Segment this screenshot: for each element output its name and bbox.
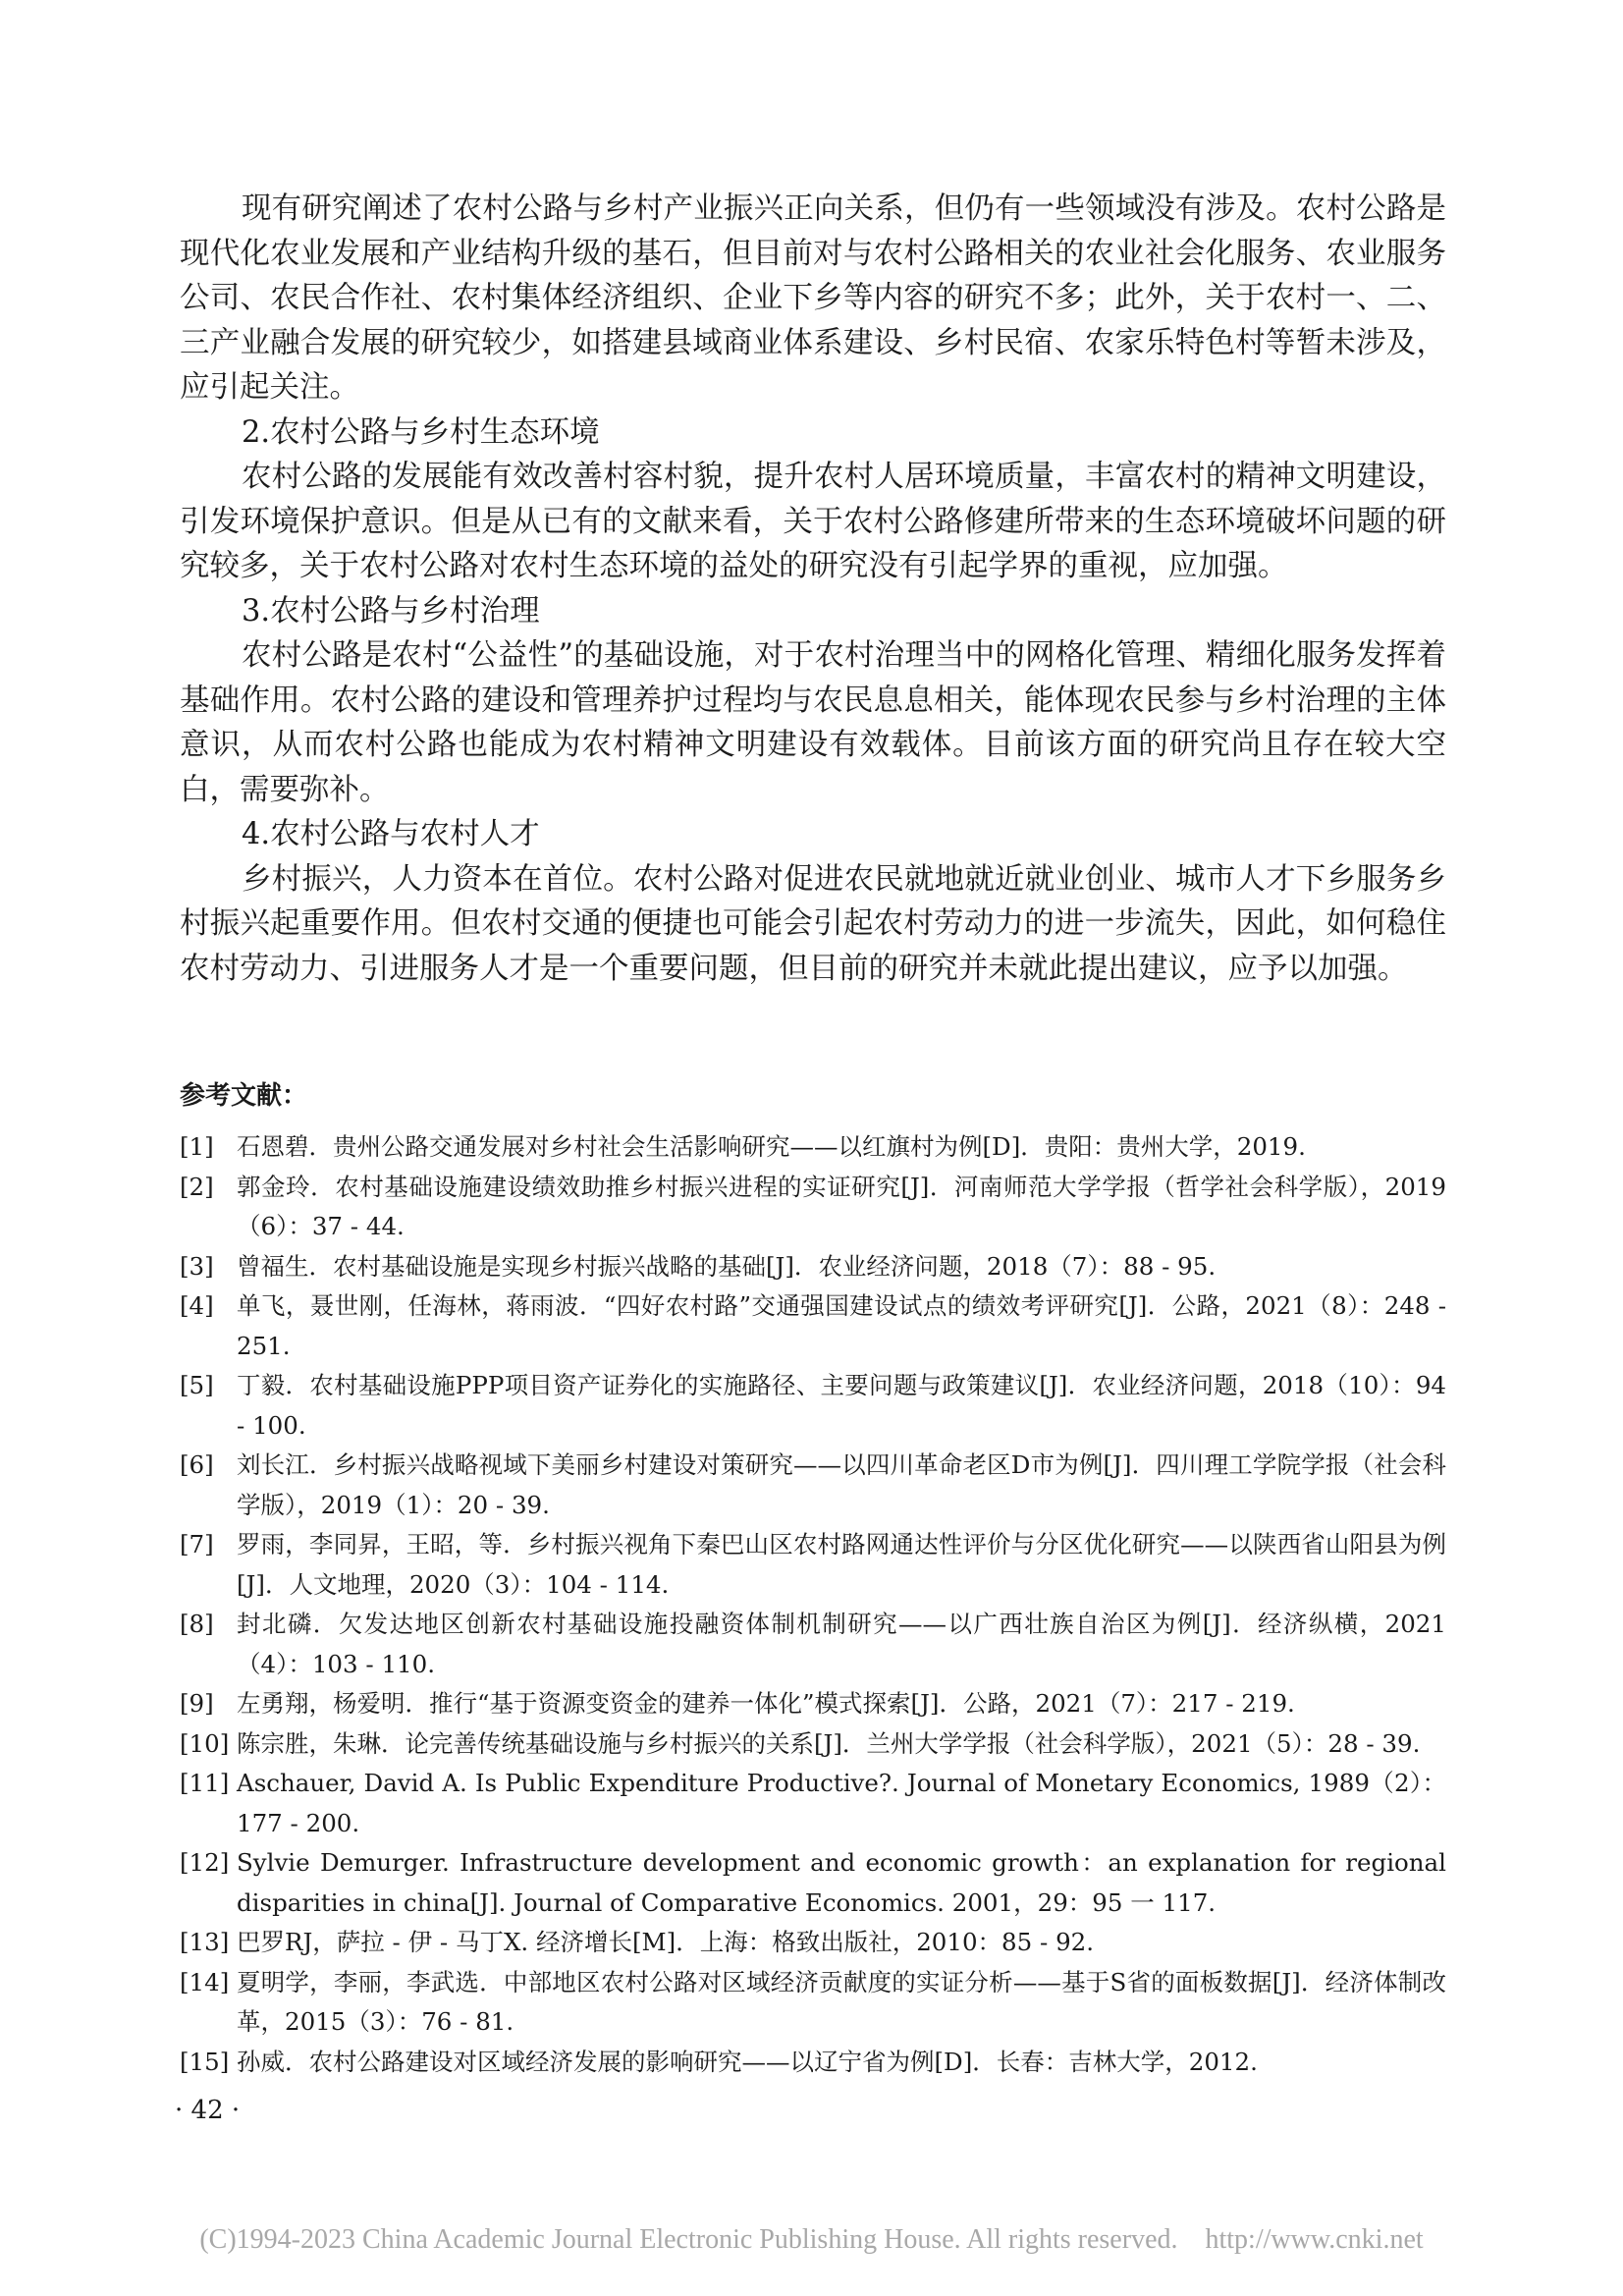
body-paragraph: 乡村振兴，人力资本在首位。农村公路对促进农民就地就近就业创业、城市人才下乡服务乡村振兴起重要作用。但农村交通的便捷也可能会引起农村劳动力的进一步流失，因此，如何稳住农村劳动力、引进服务人才是一个重要问题，但目前的研究并未就此提出建议，应予以加强。 xyxy=(180,861,1446,986)
body-text xyxy=(180,187,1446,991)
reference-text: Sylvie Demurger. Infrastructure development and economic growth：an explanation for regional disparities in china[J]. Journal of Comparative Economics. 2001，29：95 一 117. xyxy=(237,1848,1446,1917)
reference-text: 石恩碧．贵州公路交通发展对乡村社会生活影响研究——以红旗村为例[D]．贵阳：贵州大学，2019. xyxy=(237,1132,1306,1161)
reference-number: [10] xyxy=(180,1728,230,1758)
reference-item xyxy=(180,1366,1446,1446)
reference-number: [7] xyxy=(180,1530,214,1558)
reference-item xyxy=(180,1963,1446,2043)
reference-item xyxy=(180,1764,1446,1843)
reference-number: [11] xyxy=(180,1769,230,1797)
reference-text: 巴罗RJ，萨拉 - 伊 - 马丁X. 经济增长[M]．上海：格致出版社，2010：85 - 92. xyxy=(237,1928,1095,1956)
reference-text: 郭金玲．农村基础设施建设绩效助推乡村振兴进程的实证研究[J]．河南师范大学学报（哲学社会科学版），2019（6）：37 - 44. xyxy=(237,1172,1446,1240)
reference-item xyxy=(180,2043,1446,2083)
body-paragraph: 现有研究阐述了农村公路与乡村产业振兴正向关系，但仍有一些领域没有涉及。农村公路是现代化农业发展和产业结构升级的基石，但目前对与农村公路相关的农业社会化服务、农业服务公司、农民合作社、农村集体经济组织、企业下乡等内容的研究不多；此外，关于农村一、二、三产业融合发展的研究较少，如搭建县域商业体系建设、乡村民宿、农家乐特色村等暂未涉及，应引起关注。 xyxy=(180,191,1446,405)
references-list xyxy=(180,1127,1446,2082)
reference-number: [4] xyxy=(180,1291,214,1320)
reference-text: 单飞，聂世刚，任海林，蒋雨波．“四好农村路”交通强国建设试点的绩效考评研究[J]．公路，2021（8）：248 - 251. xyxy=(237,1291,1446,1360)
reference-number: [12] xyxy=(180,1848,230,1877)
reference-item xyxy=(180,1247,1446,1287)
references-heading: 参考文献： xyxy=(180,1081,308,1111)
reference-number: [2] xyxy=(180,1172,214,1201)
reference-item xyxy=(180,1127,1446,1168)
reference-number: [15] xyxy=(180,2047,230,2076)
reference-number: [6] xyxy=(180,1450,214,1479)
reference-number: [13] xyxy=(180,1928,230,1956)
reference-text: 封北磷．欠发达地区创新农村基础设施投融资体制机制研究——以广西壮族自治区为例[J]．经济纵横，2021（4）：103 - 110. xyxy=(237,1610,1446,1678)
reference-item xyxy=(180,1605,1446,1684)
section-subheading: 4.农村公路与农村人才 xyxy=(242,817,540,851)
reference-text: Aschauer, David A. Is Public Expenditure Productive?. Journal of Monetary Economics, 1989（2）：177 - 200. xyxy=(237,1769,1446,1837)
section-subheading: 3.农村公路与乡村治理 xyxy=(242,593,540,629)
reference-item xyxy=(180,1446,1446,1525)
copyright-footer: (C)1994-2023 China Academic Journal Electronic Publishing House. All rights reserved. http://www.cnki.net xyxy=(199,2224,1424,2255)
reference-text: 丁毅．农村基础设施PPP项目资产证券化的实施路径、主要问题与政策建议[J]．农业经济问题，2018（10）：94 - 100. xyxy=(237,1371,1446,1440)
section-subheading: 2.农村公路与乡村生态环境 xyxy=(242,414,600,450)
reference-number: [5] xyxy=(180,1371,214,1399)
body-paragraph: 农村公路的发展能有效改善村容村貌，提升农村人居环境质量，丰富农村的精神文明建设，引发环境保护意识。但是从已有的文献来看，关于农村公路修建所带来的生态环境破坏问题的研究较多，关于农村公路对农村生态环境的益处的研究没有引起学界的重视，应加强。 xyxy=(180,460,1446,583)
body-paragraph: 农村公路是农村“公益性”的基础设施，对于农村治理当中的网格化管理、精细化服务发挥着基础作用。农村公路的建设和管理养护过程均与农民息息相关，能体现农民参与乡村治理的主体意识，从而农村公路也能成为农村精神文明建设有效载体。目前该方面的研究尚且存在较大空白，需要弥补。 xyxy=(180,638,1446,807)
reference-text: 陈宗胜，朱琳．论完善传统基础设施与乡村振兴的关系[J]．兰州大学学报（社会科学版），2021（5）：28 - 39. xyxy=(237,1728,1421,1758)
reference-number: [1] xyxy=(180,1132,214,1161)
reference-text: 曾福生．农村基础设施是实现乡村振兴战略的基础[J]．农业经济问题，2018（7）：88 - 95. xyxy=(237,1251,1217,1281)
reference-item xyxy=(180,1525,1446,1605)
reference-item xyxy=(180,1923,1446,1963)
reference-number: [14] xyxy=(180,1967,230,1996)
reference-text: 孙威．农村公路建设对区域经济发展的影响研究——以辽宁省为例[D]．长春：吉林大学，2012. xyxy=(237,2047,1258,2076)
reference-number: [8] xyxy=(180,1610,214,1638)
reference-item xyxy=(180,1843,1446,1923)
reference-text: 夏明学，李丽，李武选．中部地区农村公路对区域经济贡献度的实证分析——基于S省的面板数据[J]．经济体制改革，2015（3）：76 - 81. xyxy=(237,1967,1446,2036)
reference-number: [9] xyxy=(180,1689,214,1718)
page-number: · 42 · xyxy=(175,2096,241,2125)
reference-text: 左勇翔，杨爱明．推行“基于资源变资金的建养一体化”模式探索[J]．公路，2021（7）：217 - 219. xyxy=(237,1689,1295,1718)
reference-item xyxy=(180,1684,1446,1724)
reference-text: 刘长江．乡村振兴战略视域下美丽乡村建设对策研究——以四川革命老区D市为例[J]．四川理工学院学报（社会科学版），2019（1）：20 - 39. xyxy=(237,1450,1446,1519)
reference-item xyxy=(180,1168,1446,1247)
reference-item xyxy=(180,1286,1446,1366)
reference-item xyxy=(180,1724,1446,1765)
reference-text: 罗雨，李同昇，王昭，等．乡村振兴视角下秦巴山区农村路网通达性评价与分区优化研究——以陕西省山阳县为例[J]．人文地理，2020（3）：104 - 114. xyxy=(237,1530,1446,1599)
reference-number: [3] xyxy=(180,1251,214,1281)
